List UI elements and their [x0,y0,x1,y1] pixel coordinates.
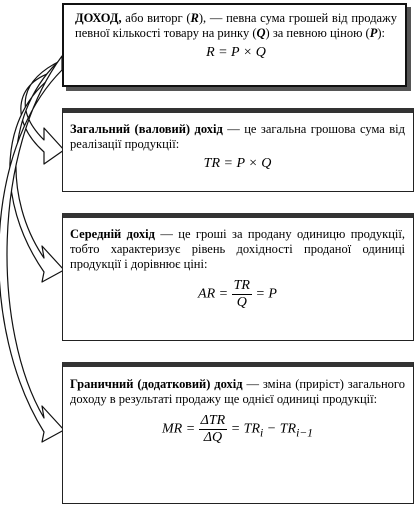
revenue-formula: R = P × Q [206,45,266,60]
revenue-text-2: ), — певна сума грошей від продажу певної кількості товару на ринку ( [75,11,397,40]
mr-denominator: ΔQ [203,430,223,445]
total-revenue-term: Загальний (валовий) дохід [70,122,223,136]
ar-fraction [232,278,252,311]
arrow-to-total [21,60,64,164]
mr-rhs-2: − TR [263,421,297,437]
average-revenue-desc: — це гроші за продану одиницю продукції, тобто характеризує рівень дохідності проданої одиниці продукції і дорівнює ціні: [70,227,405,271]
arrow-to-average [10,58,64,282]
revenue-text-4: ): [377,26,385,40]
marginal-revenue-desc: — зміна (приріст) загального доходу в результаті продажу ще однієї одиниці продукції: [70,377,405,406]
marginal-revenue-term: Граничний (додатковий) дохід [70,377,243,391]
mr-fraction [199,413,228,446]
var-p: P [369,26,378,40]
ar-numerator: TR [233,278,250,293]
var-q: Q [256,26,266,40]
mr-rhs-1: = TR [230,421,261,437]
ar-denominator: Q [236,295,247,310]
marginal-revenue-formula [70,413,405,446]
average-revenue-formula [70,278,405,311]
ar-rhs: = P [255,286,277,302]
box-average-revenue [62,213,414,341]
total-revenue-formula: TR = P × Q [203,156,272,171]
box-marginal-revenue [62,362,414,504]
var-r: R [190,11,199,25]
average-revenue-text [70,227,405,272]
mr-sub-i: i [260,426,264,440]
revenue-text-3: ) за певною ціною ( [265,26,370,40]
ar-lhs: AR = [198,286,229,302]
marginal-revenue-text [70,377,405,407]
box-revenue-definition [62,3,407,87]
box-total-revenue [62,108,414,192]
total-revenue-text [70,122,405,152]
total-revenue-desc: — це загальна грошова сума від реалізації продукції: [70,122,405,151]
mr-lhs: MR = [161,421,196,437]
revenue-term: ДОХОД, [75,11,122,25]
revenue-definition-text [75,11,397,41]
mr-sub-i-minus-1: i−1 [296,426,313,440]
mr-numerator: ΔTR [200,413,226,428]
revenue-text-1: або виторг ( [121,11,191,25]
average-revenue-term: Середній дохід [70,227,155,241]
